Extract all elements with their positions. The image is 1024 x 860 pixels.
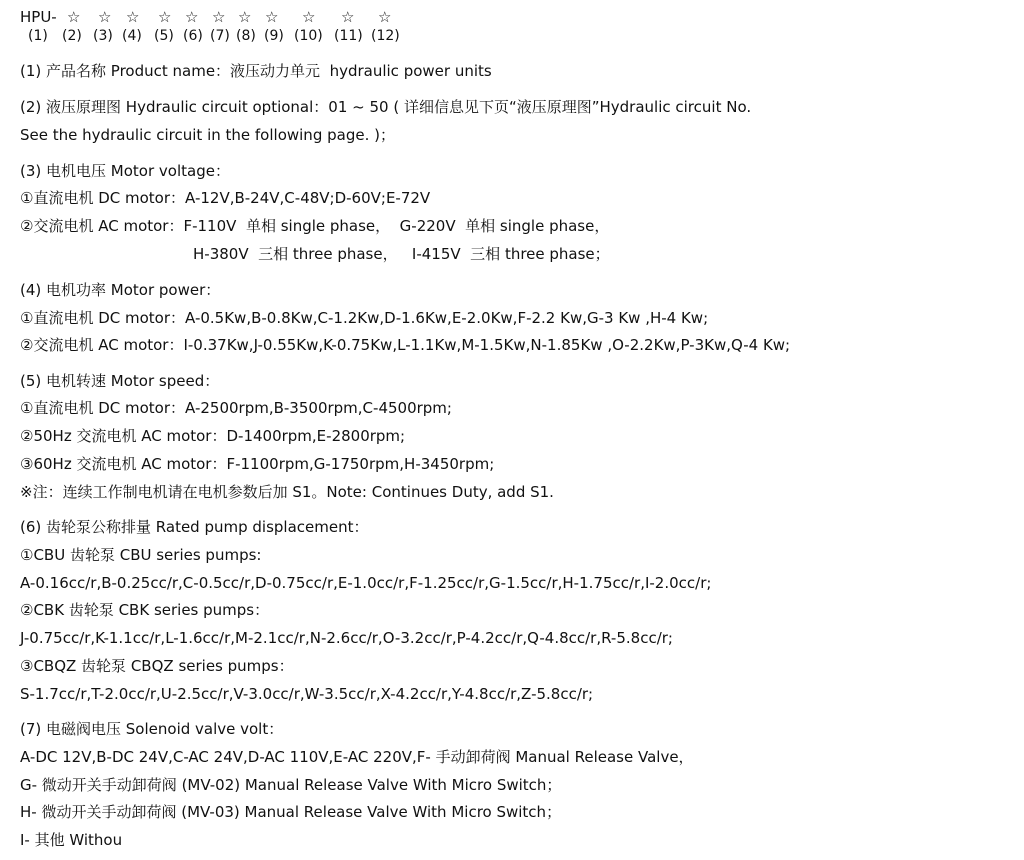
solenoid-volt-heading: (7) 电磁阀电压 Solenoid valve volt： — [20, 720, 284, 738]
solenoid-option-i: I- 其他 Withou — [20, 831, 123, 849]
motor-voltage-dc: ①直流电机 DC motor：A-12V,B-24V,C-48V;D-60V;E-72V — [20, 189, 431, 207]
motor-power-dc: ①直流电机 DC motor：A-0.5Kw,B-0.8Kw,C-1.2Kw,D-1.6Kw,E-2.0Kw,F-2.2 Kw,G-3 Kw ,H-4 Kw; — [20, 309, 709, 327]
star-icon: ☆ — [98, 8, 112, 26]
cbu-pump-heading: ①CBU 齿轮泵 CBU series pumps: — [20, 546, 262, 564]
solenoid-option-g: G- 微动开关手动卸荷阀 (MV-02) Manual Release Valve With Micro Switch； — [20, 776, 562, 794]
motor-power-ac: ②交流电机 AC motor：I-0.37Kw,J-0.55Kw,K-0.75Kw,L-1.1Kw,M-1.5Kw,N-1.85Kw ,O-2.2Kw,P-3Kw,Q-4 Kw; — [20, 336, 791, 354]
star-icon: ☆ — [185, 8, 199, 26]
star-icon: ☆ — [212, 8, 226, 26]
position-number: (5) — [154, 28, 174, 44]
motor-voltage-ac: ②交流电机 AC motor：F-110V 单相 single phase， G-220V 单相 single phase， — [20, 217, 610, 235]
motor-voltage-ac-cont: H-380V 三相 three phase， I-415V 三相 three phase； — [193, 245, 610, 263]
cbk-pump-heading: ②CBK 齿轮泵 CBK series pumps： — [20, 601, 270, 619]
cbk-pump-values: J-0.75cc/r,K-1.1cc/r,L-1.6cc/r,M-2.1cc/r,N-2.6cc/r,O-3.2cc/r,P-4.2cc/r,Q-4.8cc/r,R-5.8cc/r; — [20, 629, 673, 647]
cbqz-pump-values: S-1.7cc/r,T-2.0cc/r,U-2.5cc/r,V-3.0cc/r,W-3.5cc/r,X-4.2cc/r,Y-4.8cc/r,Z-5.8cc/r; — [20, 685, 594, 703]
star-icon: ☆ — [158, 8, 172, 26]
solenoid-option-h: H- 微动开关手动卸荷阀 (MV-03) Manual Release Valve With Micro Switch； — [20, 803, 562, 821]
motor-speed-heading: (5) 电机转速 Motor speed： — [20, 372, 220, 390]
star-icon: ☆ — [302, 8, 316, 26]
position-number: (11) — [334, 28, 363, 44]
position-number: (8) — [236, 28, 256, 44]
star-icon: ☆ — [67, 8, 81, 26]
position-number: (6) — [183, 28, 203, 44]
motor-speed-50hz: ②50Hz 交流电机 AC motor：D-1400rpm,E-2800rpm; — [20, 427, 406, 445]
star-icon: ☆ — [126, 8, 140, 26]
solenoid-volt-options: A-DC 12V,B-DC 24V,C-AC 24V,D-AC 110V,E-AC 220V,F- 手动卸荷阀 Manual Release Valve， — [20, 748, 694, 766]
motor-speed-dc: ①直流电机 DC motor：A-2500rpm,B-3500rpm,C-4500rpm; — [20, 399, 452, 417]
motor-speed-note: ※注：连续工作制电机请在电机参数后加 S1。Note: Continues Duty, add S1. — [20, 483, 554, 501]
position-number: (4) — [122, 28, 142, 44]
position-number: (1) — [28, 28, 48, 44]
model-code-prefix: HPU- — [20, 8, 57, 26]
star-icon: ☆ — [238, 8, 252, 26]
product-name-line: (1) 产品名称 Product name：液压动力单元 hydraulic power units — [20, 62, 492, 80]
position-number: (2) — [62, 28, 82, 44]
motor-power-heading: (4) 电机功率 Motor power： — [20, 281, 221, 299]
hydraulic-circuit-line: (2) 液压原理图 Hydraulic circuit optional：01 ~ 50 ( 详细信息见下页“液压原理图”Hydraulic circuit No. — [20, 98, 752, 116]
star-icon: ☆ — [341, 8, 355, 26]
position-number: (3) — [93, 28, 113, 44]
hydraulic-circuit-line-cont: See the hydraulic circuit in the following page. )； — [20, 126, 395, 144]
star-icon: ☆ — [378, 8, 392, 26]
pump-displacement-heading: (6) 齿轮泵公称排量 Rated pump displacement： — [20, 518, 369, 536]
position-number: (12) — [371, 28, 400, 44]
position-number: (10) — [294, 28, 323, 44]
cbu-pump-values: A-0.16cc/r,B-0.25cc/r,C-0.5cc/r,D-0.75cc/r,E-1.0cc/r,F-1.25cc/r,G-1.5cc/r,H-1.75cc/r,I-2.0cc/r; — [20, 574, 712, 592]
motor-voltage-heading: (3) 电机电压 Motor voltage： — [20, 162, 230, 180]
position-number: (9) — [264, 28, 284, 44]
motor-speed-60hz: ③60Hz 交流电机 AC motor：F-1100rpm,G-1750rpm,H-3450rpm; — [20, 455, 495, 473]
cbqz-pump-heading: ③CBQZ 齿轮泵 CBQZ series pumps： — [20, 657, 294, 675]
position-number: (7) — [210, 28, 230, 44]
star-icon: ☆ — [265, 8, 279, 26]
